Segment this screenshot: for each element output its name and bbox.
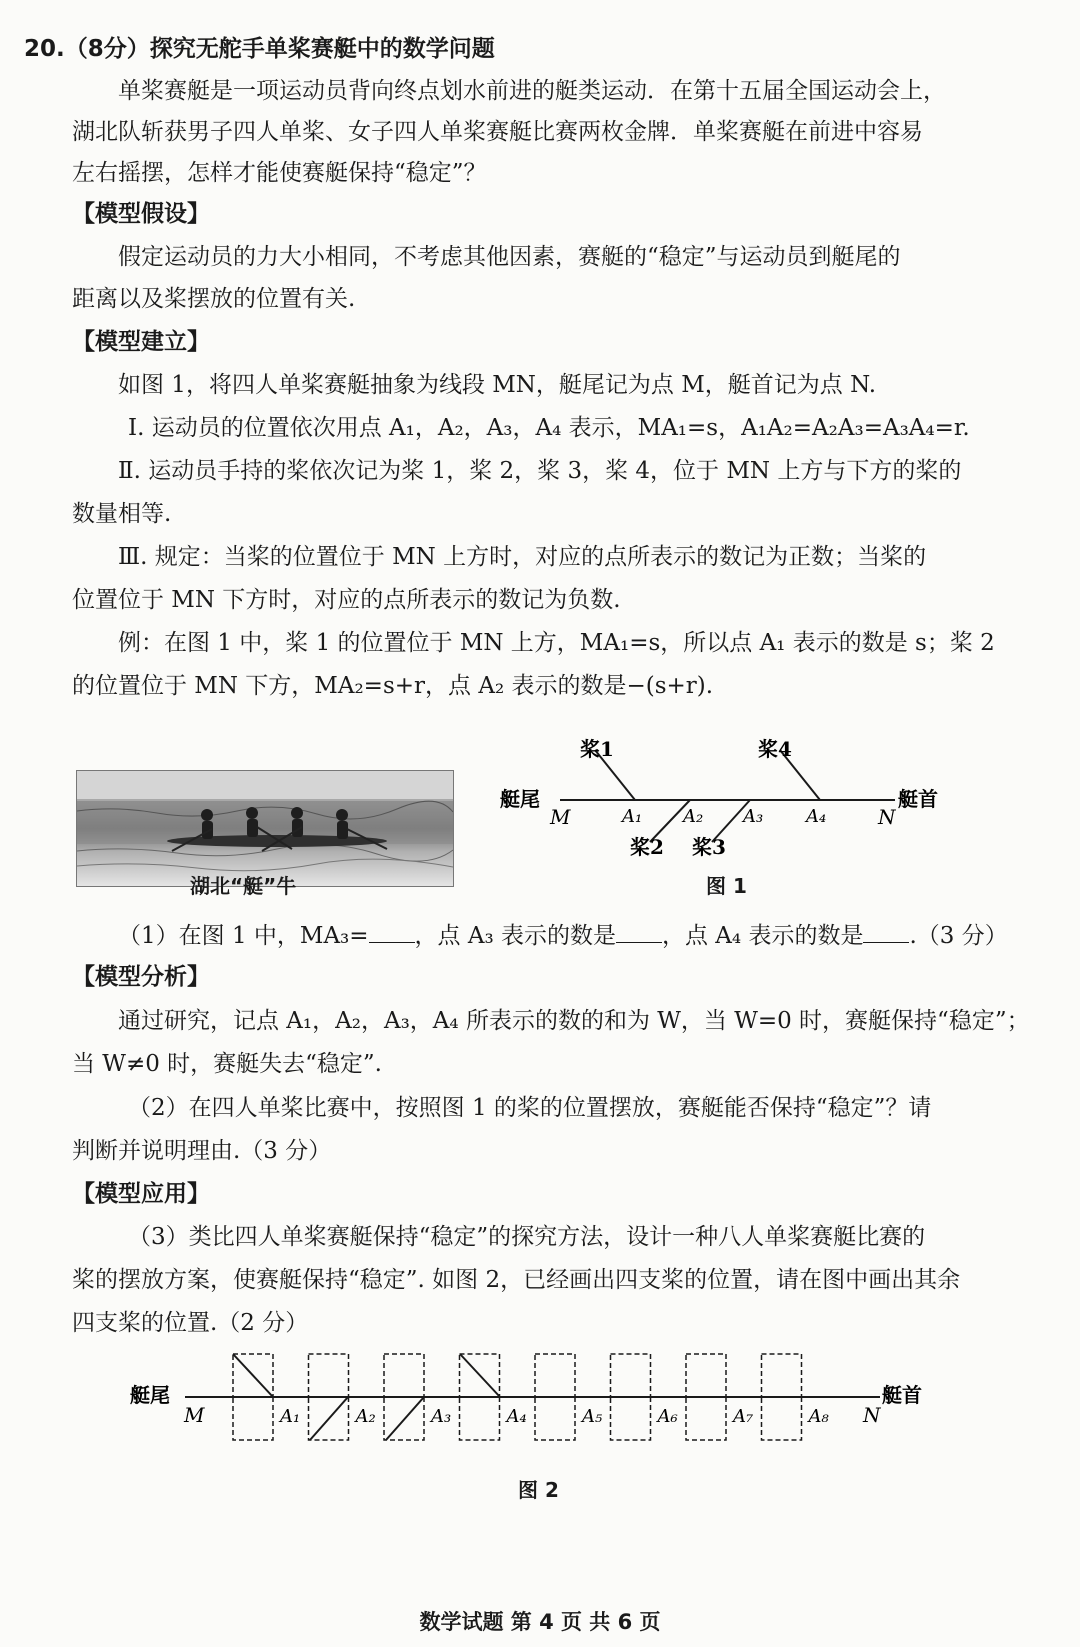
fig1-point-a3: A₃ xyxy=(743,806,764,827)
analysis-line-1: 通过研究，记点 A₁，A₂，A₃，A₄ 所表示的数的和为 W，当 W=0 时，赛艇保持“稳定”； xyxy=(118,1008,1030,1034)
fig2-bow-label: 艇首 xyxy=(882,1383,922,1407)
fig2-point-a1: A₁ xyxy=(280,1406,301,1427)
fig2-oar-box-upper-7 xyxy=(686,1354,726,1397)
fig1-stern-label: 艇尾 xyxy=(500,787,540,811)
assumption-line-2: 距离以及桨摆放的位置有关. xyxy=(72,286,356,312)
fig2-oar-3 xyxy=(386,1397,424,1440)
analysis-line-4: 判断并说明理由.（3 分） xyxy=(72,1138,332,1164)
fig1-oar-1-label: 桨1 xyxy=(580,737,614,761)
fig2-point-a8: A₈ xyxy=(808,1406,829,1427)
intro-line-3: 左右摇摆，怎样才能使赛艇保持“稳定”？ xyxy=(72,160,487,186)
q1-blank-2[interactable] xyxy=(616,920,662,943)
building-line-8: 的位置位于 MN 下方，MA₂=s+r，点 A₂ 表示的数是−(s+r). xyxy=(72,673,714,699)
analysis-heading: 【模型分析】 xyxy=(72,964,210,990)
fig2-oar-1 xyxy=(233,1354,273,1397)
fig1-point-a1: A₁ xyxy=(622,806,643,827)
fig2-point-a7: A₇ xyxy=(733,1406,754,1427)
building-line-5: Ⅲ. 规定：当桨的位置位于 MN 上方时，对应的点所表示的数记为正数；当桨的 xyxy=(118,544,927,570)
fig2-stern-label: 艇尾 xyxy=(130,1383,170,1407)
fig2-oar-2 xyxy=(310,1397,348,1440)
building-line-6: 位置位于 MN 下方时，对应的点所表示的数记为负数. xyxy=(72,587,621,613)
fig2-point-a2: A₂ xyxy=(355,1406,376,1427)
fig2-oar-box-upper-2 xyxy=(309,1354,349,1397)
q1-text-b: ，点 A₃ 表示的数是 xyxy=(414,923,616,949)
application-line-3: 四支桨的位置.（2 分） xyxy=(72,1310,309,1336)
fig2-oar-4 xyxy=(460,1354,500,1397)
application-line-1: （3）类比四人单桨赛艇保持“稳定”的探究方法，设计一种八人单桨赛艇比赛的 xyxy=(128,1224,926,1250)
fig2-point-m: M xyxy=(184,1403,205,1427)
fig2-caption: 图 2 xyxy=(518,1478,559,1502)
assumption-heading: 【模型假设】 xyxy=(72,201,210,227)
question-number: 20. xyxy=(24,36,65,62)
intro-line-1: 单桨赛艇是一项运动员背向终点划水前进的艇类运动．在第十五届全国运动会上， xyxy=(118,78,946,104)
fig2-oar-box-upper-3 xyxy=(384,1354,424,1397)
fig1-oar-4-label: 桨4 xyxy=(758,737,792,761)
fig1-point-m: M xyxy=(550,805,571,829)
question-title-text: 探究无舵手单桨赛艇中的数学问题 xyxy=(149,36,495,62)
analysis-line-3: （2）在四人单桨比赛中，按照图 1 的桨的位置摆放，赛艇能否保持“稳定”？请 xyxy=(128,1095,932,1121)
building-line-1: 如图 1，将四人单桨赛艇抽象为线段 MN，艇尾记为点 M，艇首记为点 N. xyxy=(118,372,877,398)
application-heading: 【模型应用】 xyxy=(72,1181,210,1207)
intro-line-2: 湖北队斩获男子四人单桨、女子四人单桨赛艇比赛两枚金牌．单桨赛艇在前进中容易 xyxy=(72,119,923,145)
fig2-point-a5: A₅ xyxy=(582,1406,603,1427)
fig2-oar-box-lower-1 xyxy=(233,1397,273,1440)
assumption-line-1: 假定运动员的力大小相同，不考虑其他因素，赛艇的“稳定”与运动员到艇尾的 xyxy=(118,244,901,270)
building-line-7: 例：在图 1 中，桨 1 的位置位于 MN 上方，MA₁=s，所以点 A₁ 表示的数是 s；桨 2 xyxy=(118,630,995,656)
q1-text-c: ，点 A₄ 表示的数是 xyxy=(662,923,864,949)
fig2-point-a4: A₄ xyxy=(506,1406,527,1427)
building-line-2: Ⅰ. 运动员的位置依次用点 A₁，A₂，A₃，A₄ 表示，MA₁=s，A₁A₂=A₂A₃=A₃A₄=r. xyxy=(128,415,970,441)
fig2-oar-box-upper-8 xyxy=(762,1354,802,1397)
fig1-point-a2: A₂ xyxy=(683,806,704,827)
fig1-oar-2-label: 桨2 xyxy=(630,835,664,859)
fig2-oar-box-lower-7 xyxy=(686,1397,726,1440)
figure-1 xyxy=(500,730,1020,900)
fig1-oar-3-label: 桨3 xyxy=(692,835,726,859)
building-heading: 【模型建立】 xyxy=(72,329,210,355)
q1-line xyxy=(118,920,1008,951)
fig2-point-a3: A₃ xyxy=(431,1406,452,1427)
fig1-point-n: N xyxy=(878,805,896,829)
building-line-3: Ⅱ. 运动员手持的桨依次记为桨 1，桨 2，桨 3，桨 4，位于 MN 上方与下方的桨的 xyxy=(118,458,962,484)
page-footer: 数学试题 第 4 页 共 6 页 xyxy=(419,1610,661,1634)
fig1-bow-label: 艇首 xyxy=(898,787,938,811)
question-title xyxy=(24,34,495,64)
application-line-2: 桨的摆放方案，使赛艇保持“稳定”. 如图 2，已经画出四支桨的位置，请在图中画出其余 xyxy=(72,1267,961,1293)
fig2-oar-box-upper-6 xyxy=(611,1354,651,1397)
fig2-oar-box-lower-8 xyxy=(762,1397,802,1440)
analysis-line-2: 当 W≠0 时，赛艇失去“稳定”. xyxy=(72,1051,382,1077)
building-line-4: 数量相等. xyxy=(72,501,172,527)
fig1-caption: 图 1 xyxy=(706,874,747,898)
question-score: （8分） xyxy=(64,36,150,62)
figure-2 xyxy=(130,1350,950,1460)
q1-blank-3[interactable] xyxy=(863,920,909,943)
q1-text-a: （1）在图 1 中，MA₃= xyxy=(118,923,369,949)
fig2-oar-box-lower-6 xyxy=(611,1397,651,1440)
fig2-oar-box-upper-5 xyxy=(535,1354,575,1397)
photo-caption: 湖北“艇”牛 xyxy=(190,874,297,898)
fig2-point-n: N xyxy=(863,1403,881,1427)
fig2-oar-box-lower-5 xyxy=(535,1397,575,1440)
fig1-point-a4: A₄ xyxy=(806,806,827,827)
fig2-point-a6: A₆ xyxy=(657,1406,678,1427)
q1-text-d: .（3 分） xyxy=(909,923,1008,949)
q1-blank-1[interactable] xyxy=(369,920,415,943)
fig2-oar-box-lower-4 xyxy=(460,1397,500,1440)
